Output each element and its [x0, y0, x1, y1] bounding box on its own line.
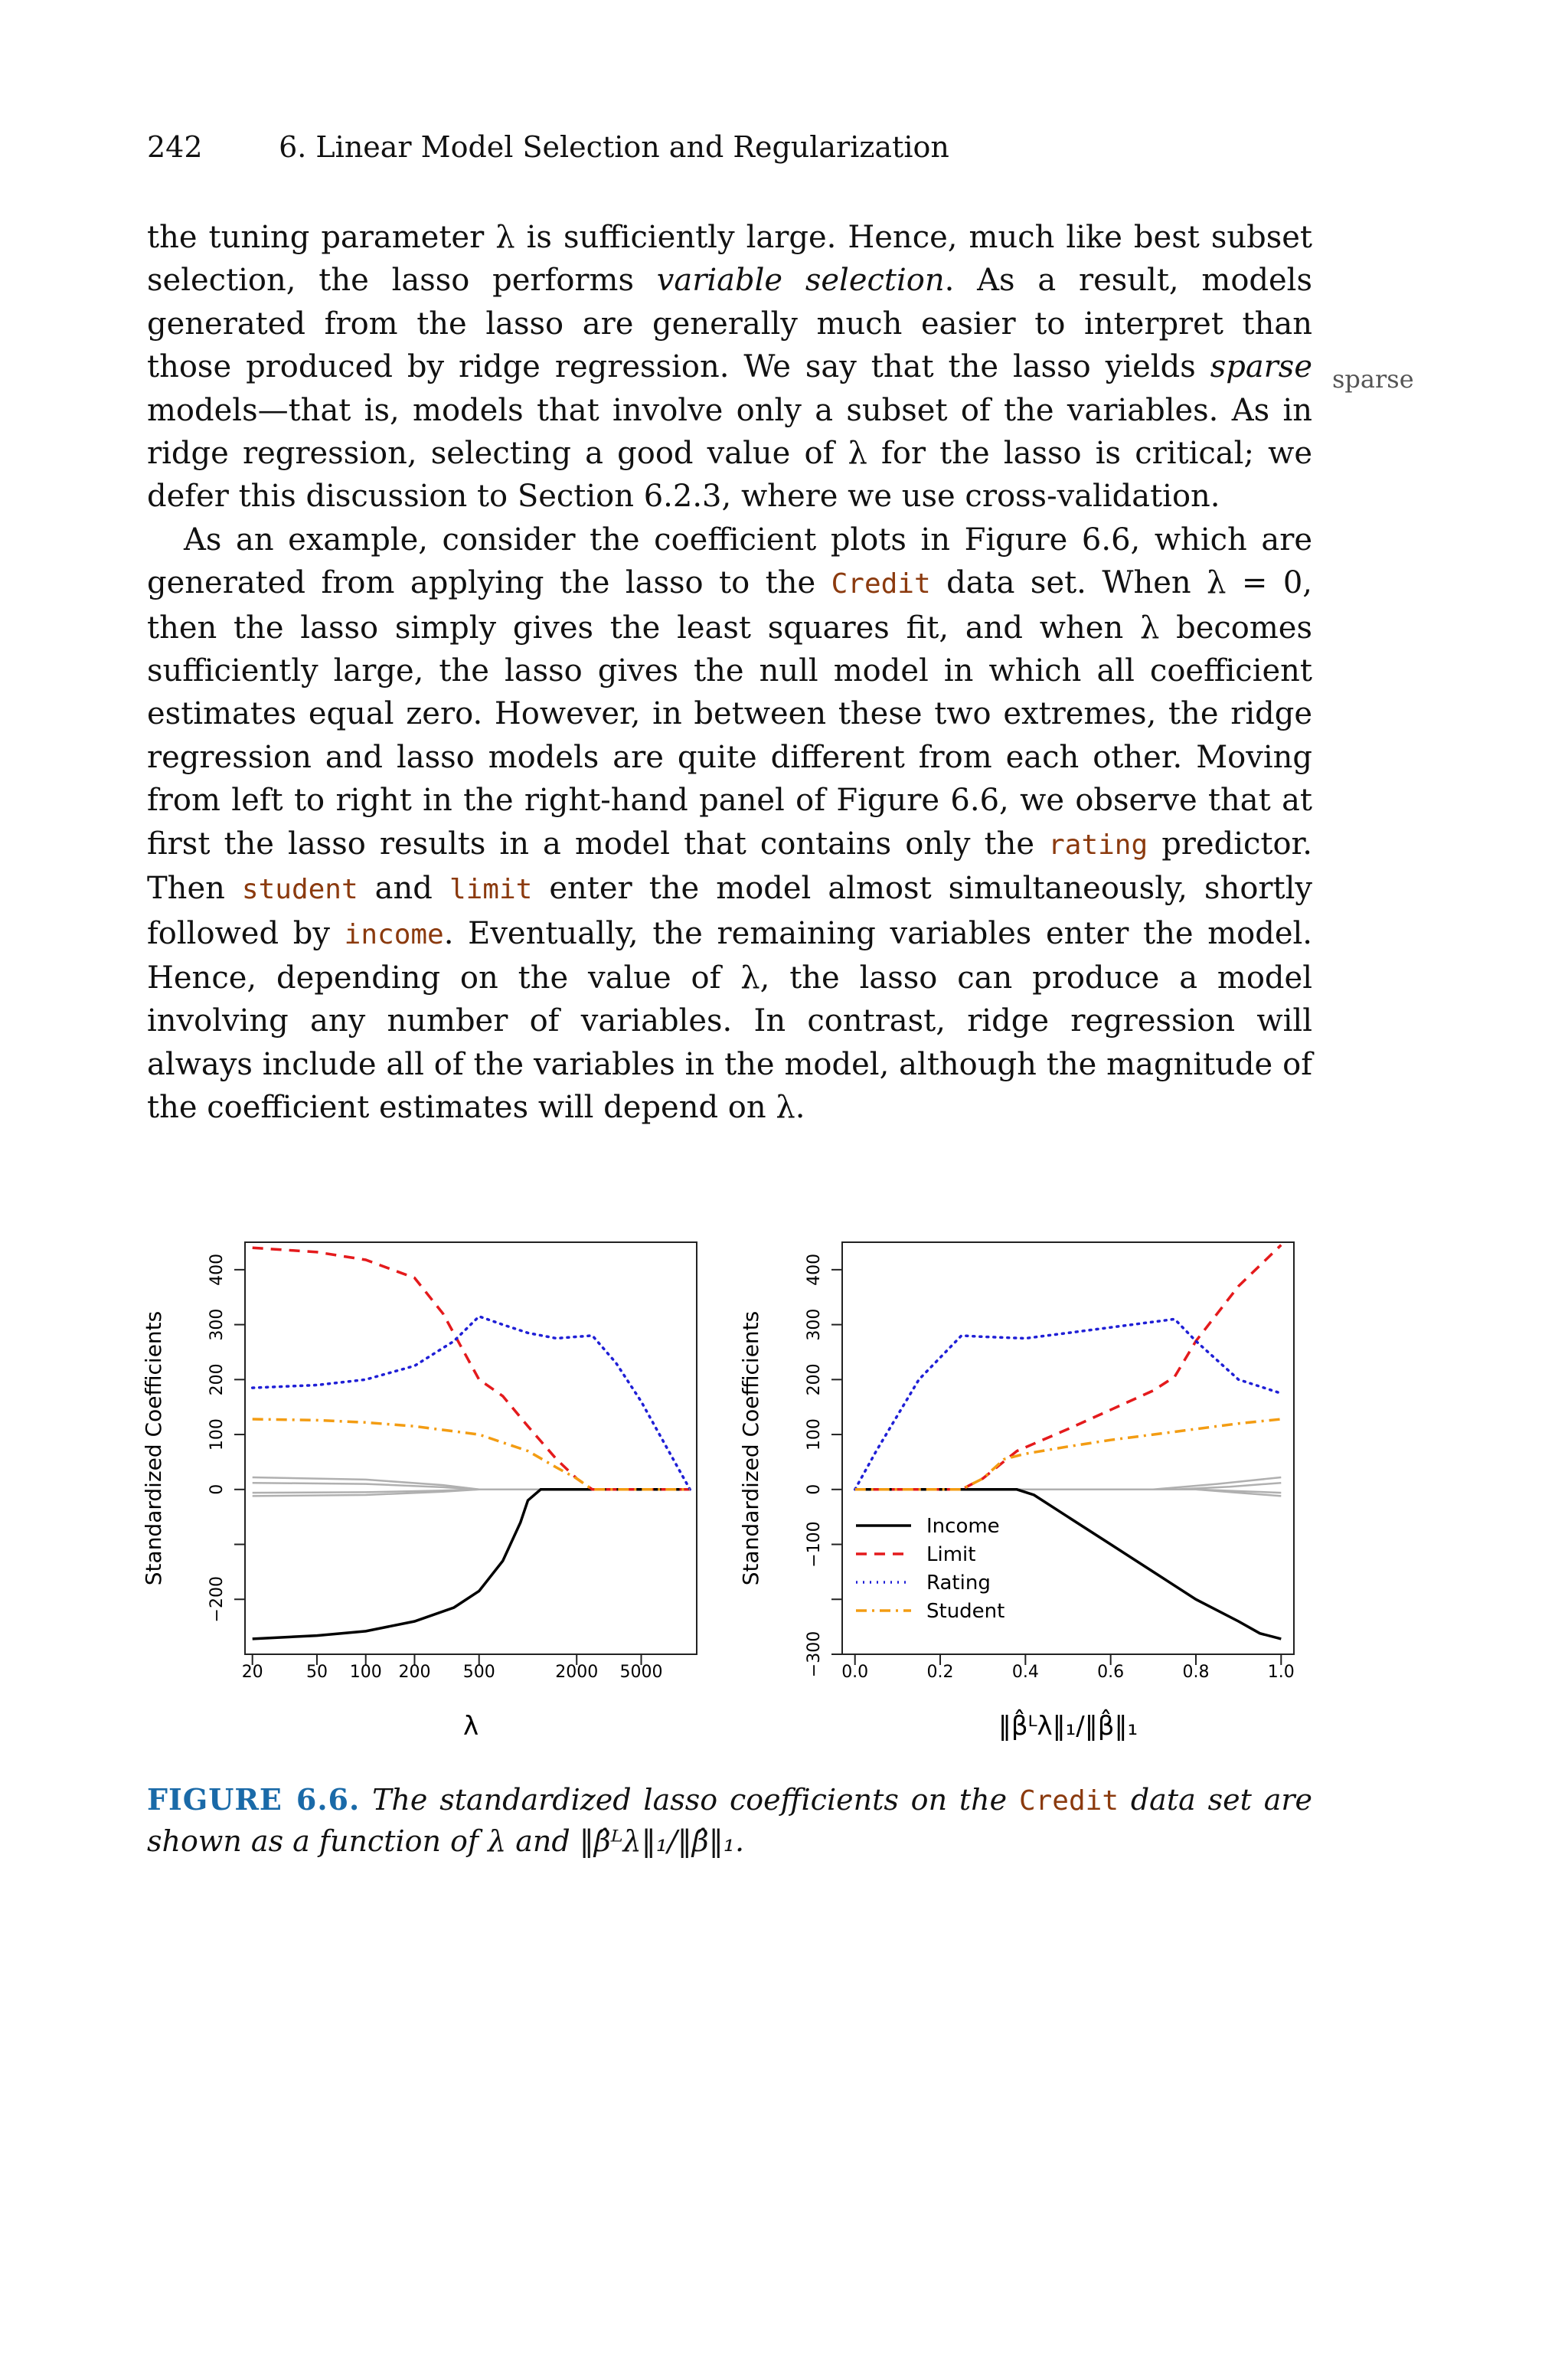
code-student: student	[241, 874, 358, 906]
x-tick-label: 50	[305, 1663, 328, 1682]
emphasis-sparse: sparse	[1210, 349, 1312, 385]
legend-label-student: Student	[926, 1600, 1005, 1623]
y-tick-label: 100	[805, 1418, 824, 1451]
series-line-income	[253, 1490, 691, 1639]
x-tick-label: 5000	[619, 1663, 663, 1682]
y-tick-label: 400	[805, 1253, 824, 1286]
chart-panel-1	[141, 1242, 697, 1742]
page-number: 242	[147, 130, 203, 164]
plot-frame	[245, 1242, 697, 1654]
x-tick-label: 0.4	[1011, 1663, 1039, 1682]
code-credit: Credit	[831, 568, 931, 600]
x-axis-label: ‖β̂ᴸλ‖₁/‖β̂‖₁	[998, 1711, 1138, 1742]
legend-label-rating: Rating	[926, 1572, 991, 1595]
x-tick-label: 20	[241, 1663, 263, 1682]
y-axis-label: Standardized Coefficients	[738, 1310, 763, 1586]
emphasis-variable-selection: variable selection	[656, 263, 945, 299]
paragraph-2: As an example, consider the coefficient plots in Figure 6.6, which are generated from applying the lasso to the Credit data set. When λ = 0, then the lasso simply gives the least squares fit, and when λ becomes sufficiently large, the lasso gives the null model in which all coefficient estimates equal zero. However, in between these two extremes, the ridge regression and lasso models are quite different from each other. Moving from left to right in the right-hand panel of Figure 6.6, we observe that at first the lasso results in a model that contains only the rating predictor. Then student and limit enter the model almost simultaneously, shortly followed by income. Eventually, the remaining variables enter the model. Hence, depending on the value of λ, the lasso can produce a model involving any number of variables. In contrast, ridge regression will always include all of the variables in the model, although the magnitude of the coefficient estimates will depend on λ.	[147, 522, 1313, 1126]
caption-code-credit: Credit	[1018, 1785, 1119, 1817]
page-header	[147, 130, 949, 164]
figure-caption: FIGURE 6.6. The standardized lasso coefficients on the Credit data set are shown as a function of λ and ‖β̂ᴸλ‖₁/‖β̂‖₁.	[147, 1782, 1312, 1858]
chapter-title: 6. Linear Model Selection and Regularization	[279, 130, 949, 164]
y-tick-label: 0	[805, 1483, 824, 1495]
series-line-rating	[253, 1317, 691, 1490]
y-axis-label: Standardized Coefficients	[141, 1310, 166, 1586]
margin-note: sparse	[1332, 365, 1414, 394]
x-tick-label: 0.2	[926, 1663, 954, 1682]
code-limit: limit	[449, 874, 533, 906]
y-tick-label: 100	[207, 1418, 227, 1451]
paragraph-1: the tuning parameter λ is sufficiently large. Hence, much like best subset selection, the lasso performs variable selection. As a result, models generated from the lasso are generally much easier to interpret than those produced by ridge regression. We say that the lasso yields sparse models—that is, models that involve only a subset of the variables. As in ridge regression, selecting a good value of λ for the lasso is critical; we defer this discussion to Section 6.2.3, where we use cross-validation.	[147, 220, 1313, 515]
x-axis-label: λ	[462, 1711, 479, 1742]
legend-label-income: Income	[926, 1515, 1000, 1538]
chart-panel-2	[738, 1242, 1295, 1742]
x-tick-label: 500	[462, 1663, 495, 1682]
y-tick-label: 200	[805, 1363, 824, 1396]
series-line-limit	[253, 1248, 691, 1490]
caption-label: FIGURE 6.6.	[147, 1782, 361, 1817]
x-tick-label: 0.6	[1097, 1663, 1125, 1682]
x-tick-label: 100	[349, 1663, 382, 1682]
x-tick-label: 1.0	[1267, 1663, 1295, 1682]
y-tick-label: 0	[207, 1483, 227, 1495]
y-tick-label: −100	[805, 1521, 824, 1568]
x-tick-label: 0.0	[841, 1663, 869, 1682]
y-tick-label: −200	[207, 1576, 227, 1623]
x-tick-label: 200	[398, 1663, 431, 1682]
y-tick-label: −300	[805, 1631, 824, 1678]
series-line-limit	[855, 1245, 1282, 1490]
code-rating: rating	[1048, 829, 1148, 861]
series-line-rating	[855, 1319, 1282, 1489]
y-tick-label: 200	[207, 1363, 227, 1396]
x-tick-label: 0.8	[1182, 1663, 1210, 1682]
body-text	[147, 216, 1312, 1130]
figure-6-6	[130, 1225, 1325, 1765]
figure-svg	[130, 1225, 1325, 1761]
code-income: income	[344, 918, 444, 950]
y-tick-label: 400	[207, 1253, 227, 1286]
y-tick-label: 300	[805, 1308, 824, 1341]
plot-frame	[842, 1242, 1294, 1654]
series-line-income	[855, 1490, 1282, 1639]
legend-label-limit: Limit	[926, 1543, 976, 1566]
x-tick-label: 2000	[555, 1663, 599, 1682]
y-tick-label: 300	[207, 1308, 227, 1341]
